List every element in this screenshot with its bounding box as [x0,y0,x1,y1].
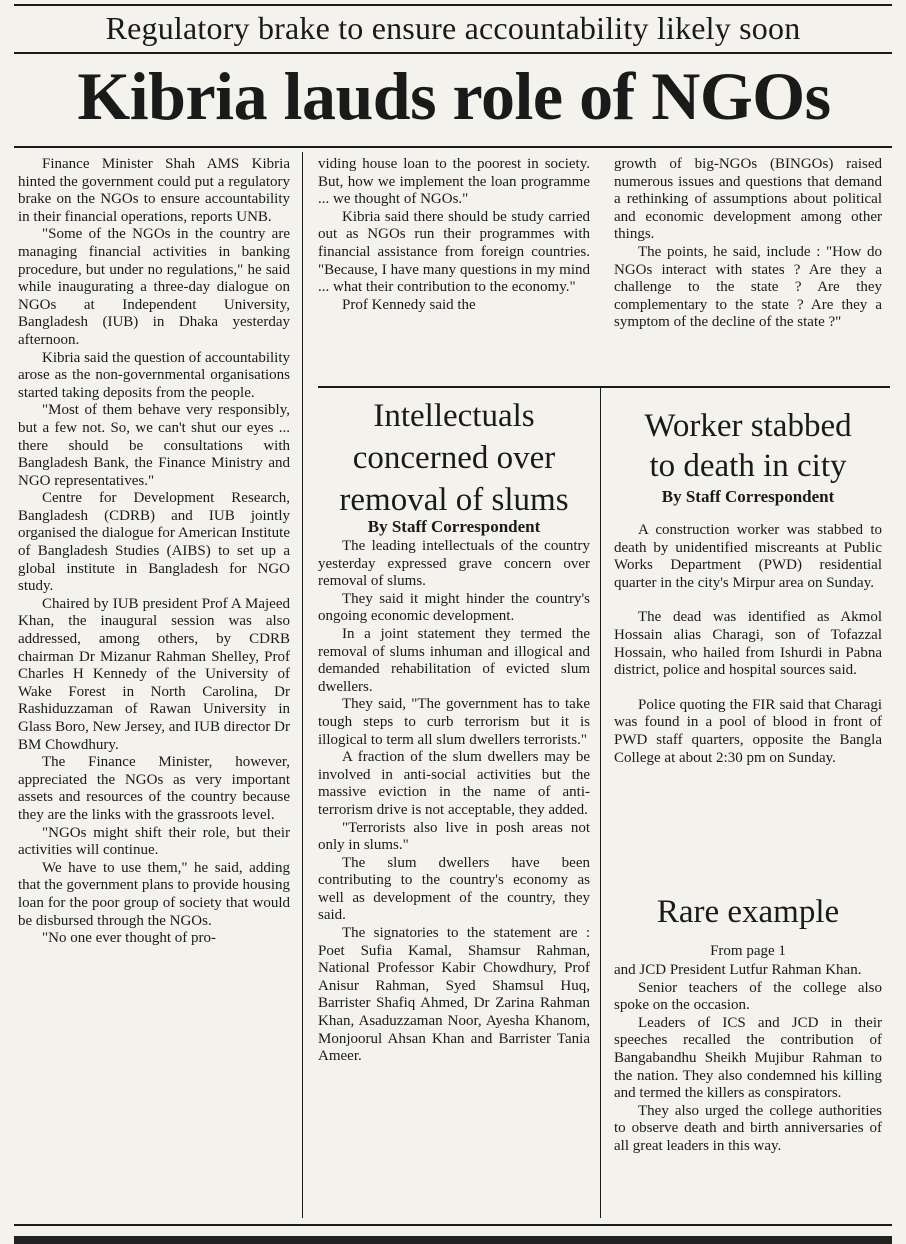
slums-story-body [318,538,590,1218]
paragraph: They said, "The government has to take tough steps to curb terrorism but it is illogical to term all slum dwellers terrorists." [318,696,590,748]
worker-story-title-line-1: Worker stabbed [644,408,852,444]
paragraph: Kibria said there should be study carried out as NGOs run their programmes with financial assistance from foreign countries. "Because, I have many questions in my mind ... what their contribution to the economy." [318,208,590,296]
slums-story-title-line-3: removal of slums [339,482,569,518]
headline-underline [14,146,892,148]
paragraph: "Terrorists also live in posh areas not only in slums." [318,819,590,854]
bottom-edge-band [14,1236,892,1244]
paragraph: The points, he said, include : "How do NGOs interact with states ? Are they a challenge to the state ? Are they complementary to the state ? Are they a symptom of the decline of the state ?" [614,243,882,331]
paragraph: We have to use them," he said, adding that the government plans to provide housing loan for the poor group of society that would be disbursed through the NGOs. [18,859,290,929]
paragraph: Kibria said the question of accountability arose as the non-governmental organisations started taking deposits from the people. [18,349,290,401]
paragraph: "Some of the NGOs in the country are managing financial activities in banking procedure, but under no regulations," he said while inaugurating a three-day dialogue on NGOs at Independent University, Bangladesh (IUB) in Dhaka yesterday afternoon. [18,226,290,348]
top-border [14,4,892,6]
paragraph: Leaders of ICS and JCD in their speeches recalled the contribution of Bangabandhu Sheikh Mujibur Rahman to the nation. They also condemned his killing and termed the killers as conspirators. [614,1014,882,1102]
worker-story-byline: By Staff Correspondent [661,487,835,506]
story-divider-horizontal [318,386,890,388]
paragraph: and JCD President Lutfur Rahman Khan. [614,962,862,978]
column-rule-right [600,388,601,1218]
paragraph: Senior teachers of the college also spoke on the occasion. [614,979,882,1014]
bottom-border [14,1224,892,1226]
paragraph: Finance Minister Shah AMS Kibria hinted the government could put a regulatory brake on the NGOs to ensure accountability in their financial operations, reports UNB. [18,156,290,225]
paragraph: The leading intellectuals of the country yesterday expressed grave concern over removal of slums. [318,538,590,590]
paragraph: Centre for Development Research, Bangladesh (CDRB) and IUB jointly organised the dialogue for American Institute of Bangladesh Studies (AIBS) to set up a global institute in Bangladesh for NGO study. [18,490,290,595]
paragraph: The dead was identified as Akmol Hossain alias Charagi, son of Tofazzal Hossain, who hailed from Ishurdi in Pabna district, police and hospital sources said. [614,609,882,679]
paragraph: The slum dwellers have been contributing to the country's economy as well as development of the country, they said. [318,854,590,924]
paragraph: "No one ever thought of pro- [42,930,216,947]
rare-story-title: Rare example [656,894,840,930]
paragraph: They also urged the college authorities to observe death and birth anniversaries of all great leaders in this way. [614,1102,882,1154]
lead-story-column-1 [18,156,290,1214]
column-rule-left [302,152,303,1218]
paragraph: "Most of them behave very responsibly, but a few not. So, we can't shut our eyes ... there should be consultations with Bangladesh Bank, the Finance Ministry and NGO representatives." [18,402,290,489]
paragraph: A construction worker was stabbed to death by unidentified miscreants at Public Works Department (PWD) residential quarter in the city's Mirpur area on Sunday. [614,522,882,591]
headline: Kibria lauds role of NGOs [77,58,831,134]
kicker: Regulatory brake to ensure accountability likely soon [105,10,801,46]
lead-story-column-3 [614,156,882,382]
paragraph: In a joint statement they termed the removal of slums inhuman and illogical and demanded rehabilitation of evicted slum dwellers. [318,625,590,695]
worker-story-title-line-2: to death in city [649,448,847,484]
paragraph: "NGOs might shift their role, but their activities will continue. [18,824,290,859]
paragraph: A fraction of the slum dwellers may be involved in anti-social activities but the massive eviction in the name of anti-terrorism drive is not acceptable, they added. [318,749,590,818]
slums-story-title-line-2: concerned over [352,440,556,476]
slums-story-title-line-1: Intellectuals [373,398,535,434]
paragraph: They said it might hinder the country's ongoing economic development. [318,590,590,625]
paragraph: The Finance Minister, however, appreciated the NGOs as very important assets and resources of the country because they are the links with the grassroots level. [18,754,290,823]
slums-story-byline: By Staff Correspondent [367,517,541,536]
paragraph: Prof Kennedy said the [342,296,476,313]
paragraph: viding house loan to the poorest in society. But, how we implement the loan programme ... we thought of NGOs." [318,156,590,208]
paragraph: Police quoting the FIR said that Charagi was found in a pool of blood in front of PWD staff quarters, opposite the Bangla College at about 2:30 pm on Sunday. [614,696,882,766]
rare-story-from-page: From page 1 [710,943,786,959]
worker-story-body [614,522,882,870]
paragraph: The signatories to the statement are : Poet Sufia Kamal, Shamsur Rahman, National Professor Kabir Chowdhury, Prof Anisur Rahman, Syed Shamsul Huq, Barrister Shafiq Ahmed, Dr Zarina Rahman Khan, Asaduzzaman Noor, Ayesha Khanom, Monjoorul Ahsan Khan and Barrister Tania Ameer. [318,925,590,1065]
rare-story-body [614,962,882,1218]
lead-story-column-2 [318,156,590,380]
paragraph: growth of big-NGOs (BINGOs) raised numerous issues and questions that demand a rethinking of assumptions about political and economic development among other things. [614,156,882,243]
paragraph: Chaired by IUB president Prof A Majeed Khan, the inaugural session was also addressed, among others, by CDRB chairman Dr Mizanur Rahman Shelley, Prof Charles H Kennedy of the University of Wake Forest in North Carolina, Dr Rashiduzzaman of Rawan University in Glass Boro, New Jersey, and IUB director Dr BM Chowdhury. [18,595,290,753]
